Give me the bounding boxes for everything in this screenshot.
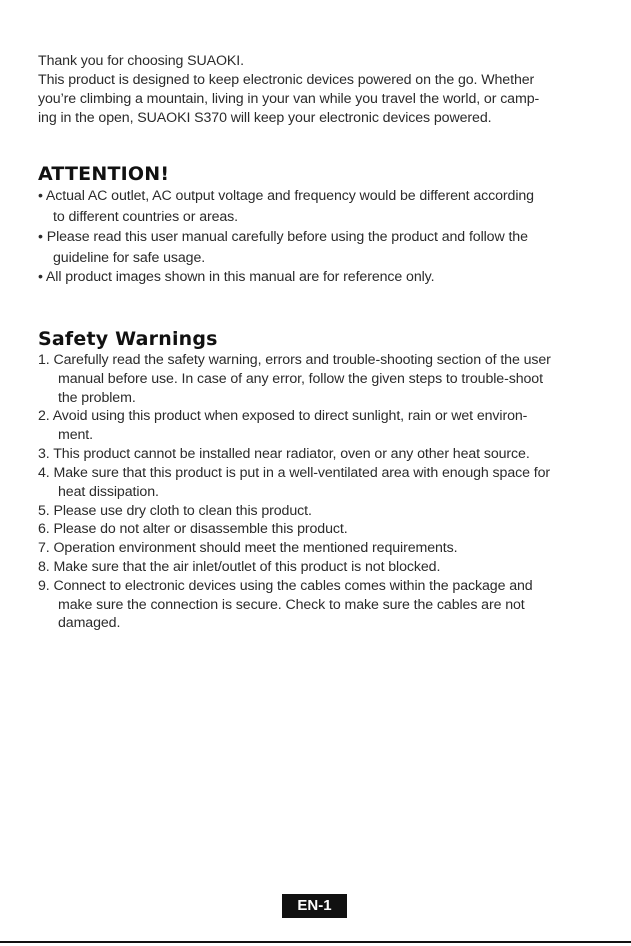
intro-line: ing in the open, SUAOKI S370 will keep your electronic devices powered. bbox=[38, 110, 492, 126]
attention-bullet: • Actual AC outlet, AC output voltage and frequency would be different according bbox=[38, 188, 534, 204]
intro-line: you’re climbing a mountain, living in your van while you travel the world, or camp- bbox=[38, 91, 540, 107]
intro-line: Thank you for choosing SUAOKI. bbox=[38, 53, 244, 69]
attention-bullet: • All product images shown in this manual are for reference only. bbox=[38, 269, 435, 285]
safety-item: 2. Avoid using this product when exposed to direct sunlight, rain or wet environ- bbox=[38, 408, 528, 424]
safety-item: 7. Operation environment should meet the mentioned requirements. bbox=[38, 540, 458, 556]
safety-item: 3. This product cannot be installed near radiator, oven or any other heat source. bbox=[38, 446, 530, 462]
safety-item: 1. Carefully read the safety warning, errors and trouble-shooting section of the user bbox=[38, 352, 551, 368]
safety-item: 5. Please use dry cloth to clean this product. bbox=[38, 503, 312, 519]
attention-bullet-continuation: to different countries or areas. bbox=[53, 209, 239, 225]
safety-heading: Safety Warnings bbox=[38, 328, 218, 350]
attention-bullet: • Please read this user manual carefully before using the product and follow the bbox=[38, 229, 528, 245]
safety-item: 9. Connect to electronic devices using the cables comes within the package and bbox=[38, 578, 533, 594]
bottom-divider bbox=[0, 941, 631, 943]
safety-item-continuation: manual before use. In case of any error, follow the given steps to trouble-shoot bbox=[58, 371, 543, 387]
safety-item-continuation: heat dissipation. bbox=[58, 484, 159, 500]
attention-heading: ATTENTION! bbox=[38, 163, 170, 185]
safety-item: 8. Make sure that the air inlet/outlet of this product is not blocked. bbox=[38, 559, 441, 575]
safety-item-continuation: ment. bbox=[58, 427, 93, 443]
safety-item-continuation: make sure the connection is secure. Check to make sure the cables are not bbox=[58, 597, 525, 613]
safety-item-continuation: the problem. bbox=[58, 390, 136, 406]
intro-line: This product is designed to keep electronic devices powered on the go. Whether bbox=[38, 72, 535, 88]
safety-item-continuation: damaged. bbox=[58, 615, 121, 631]
safety-item: 6. Please do not alter or disassemble this product. bbox=[38, 521, 348, 537]
page-number-badge: EN-1 bbox=[282, 894, 347, 918]
safety-item: 4. Make sure that this product is put in a well-ventilated area with enough space for bbox=[38, 465, 550, 481]
attention-bullet-continuation: guideline for safe usage. bbox=[53, 250, 206, 266]
